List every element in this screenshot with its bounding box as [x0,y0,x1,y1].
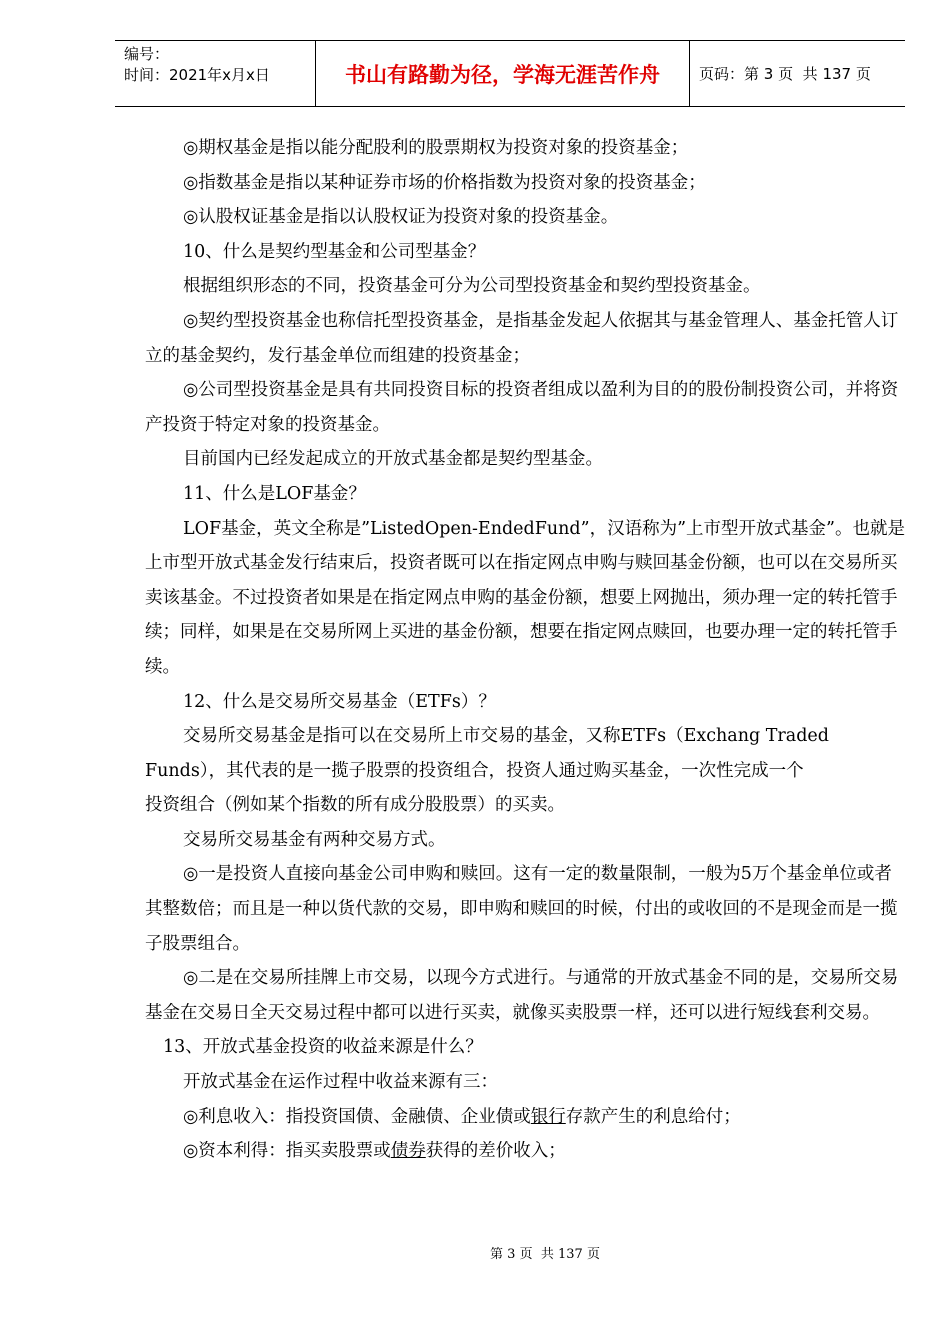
question-heading: 11、什么是LOF基金？ [183,483,366,504]
paragraph: LOF基金，英文全称是”ListedOpen-EndedFund”，汉语称为”上市型开放式基金”。也就是上市型开放式基金发行结束后，投资者既可以在指定网点申购与赎回基金份额，也可以在交易所买卖该基金。不过投资者如果是在指定网点申购的基金份额，想要上网抛出，须办理一定的转托管手续；同样，如果是在交易所网上买进的基金份额，想要在指定网点赎回，也要办理一定的转托管手续。 [145,518,905,677]
page-header [115,40,905,107]
question-heading: 12、什么是交易所交易基金（ETFs）？ [183,691,496,712]
text-segment: ◎资本利得：指买卖股票或 [183,1141,391,1162]
paragraph: ◎契约型投资基金也称信托型投资基金，是指基金发起人依据其与基金管理人、基金托管人订立的基金契约，发行基金单位而组建的投资基金； [145,310,899,366]
paragraph: ◎指数基金是指以某种证券市场的价格指数为投资对象的投资基金； [183,172,706,193]
paragraph [145,1134,905,1169]
text-segment: 获得的差价收入； [425,1141,566,1162]
document-time: 时间：2021年x月x日 [124,66,270,84]
paragraph-line: Funds），其代表的是一揽子股票的投资组合，投资人通过购买基金，一次性完成一个 [145,760,804,781]
paragraph: ◎一是投资人直接向基金公司申购和赎回。这有一定的数量限制，一般为5万个基金单位或者其整数倍；而且是一种以货代款的交易，即申购和赎回的时候，付出的或收回的不是现金而是一揽子股票组合。 [145,864,898,954]
page-total: 137 [822,64,852,83]
footer-suffix: 页 [586,1247,600,1262]
footer-prefix: 第 [490,1247,504,1262]
paragraph: ◎认股权证基金是指以认股权证为投资对象的投资基金。 [183,207,619,228]
question-heading: 10、什么是契约型基金和公司型基金？ [183,241,486,262]
header-motto: 书山有路勤为径，学海无涯苦作舟 [316,41,690,106]
paragraph: 交易所交易基金有两种交易方式。 [183,829,446,850]
page-footer [0,1243,950,1262]
footer-current: 3 [507,1247,516,1262]
question-heading: 13、开放式基金投资的收益来源是什么？ [163,1037,483,1058]
page-prefix: 页码：第 [699,65,760,83]
header-page-number [690,41,905,106]
paragraph: ◎公司型投资基金是具有共同投资目标的投资者组成以盈利为目的的股份制投资公司，并将资产投资于特定对象的投资基金。 [145,380,899,435]
paragraph [145,1100,905,1135]
document-body [145,131,905,1169]
page-suffix: 页 [855,65,871,83]
paragraph: ◎二是在交易所挂牌上市交易，以现今方式进行。与通常的开放式基金不同的是，交易所交易基金在交易日全天交易过程中都可以进行买卖，就像买卖股票一样，还可以进行短线套利交易。 [145,968,899,1023]
footer-mid: 页 共 [519,1247,554,1262]
page-current: 3 [763,64,774,83]
paragraph: ◎期权基金是指以能分配股利的股票期权为投资对象的投资基金； [183,138,689,158]
document-number: 编号： [124,45,170,63]
paragraph: 开放式基金在运作过程中收益来源有三： [183,1072,498,1093]
text-segment: 存款产生的利息给付； [565,1106,741,1127]
paragraph: 目前国内已经发起成立的开放式基金都是契约型基金。 [183,449,603,470]
header-meta [115,41,316,106]
text-segment: ◎利息收入：指投资国债、金融债、企业债或 [183,1106,531,1127]
bank-link[interactable]: 银行 [530,1106,566,1127]
paragraph-line: 交易所交易基金是指可以在交易所上市交易的基金，又称ETFs（Exchang Traded [183,726,829,747]
paragraph: 根据组织形态的不同，投资基金可分为公司型投资基金和契约型投资基金。 [183,276,761,297]
footer-total: 137 [558,1247,583,1262]
bond-link[interactable]: 债券 [390,1141,426,1162]
page-mid: 页 共 [778,65,818,83]
paragraph-line: 投资组合（例如某个指数的所有成分股股票）的买卖。 [145,795,565,816]
